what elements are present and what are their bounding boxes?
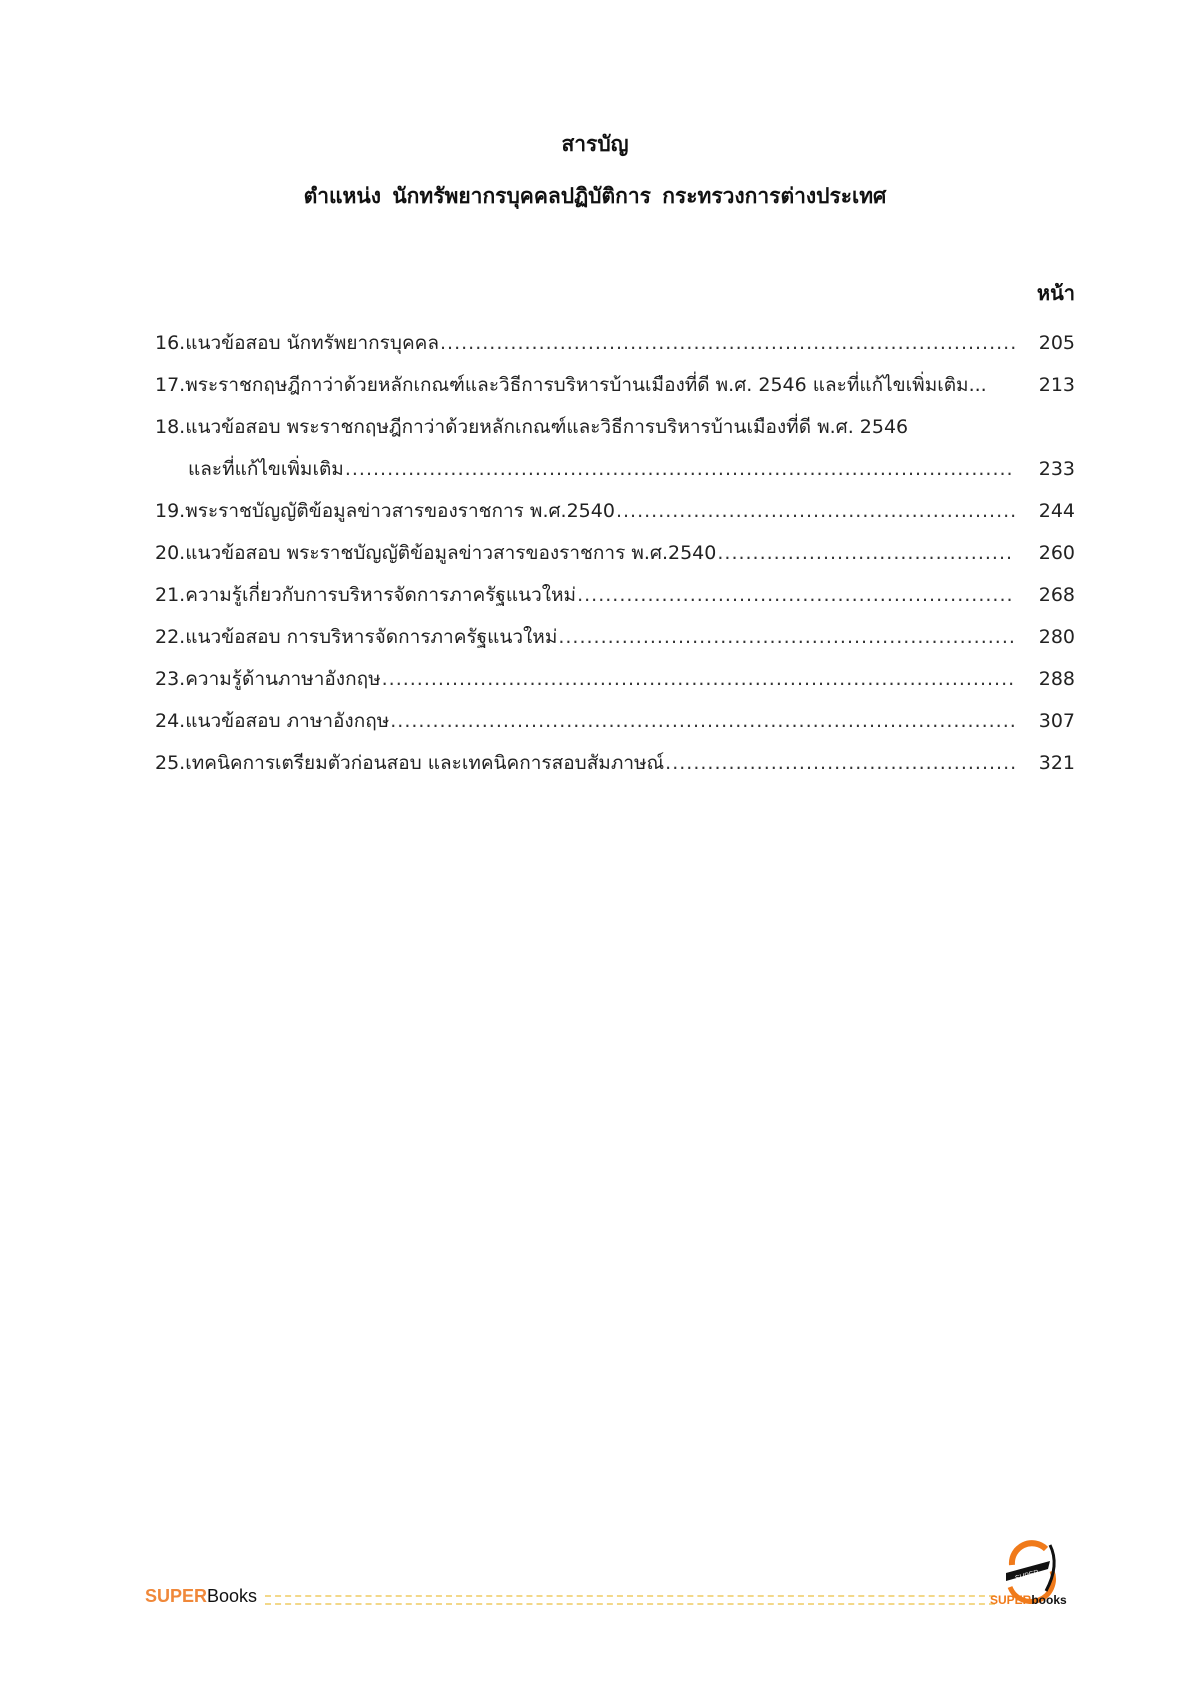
toc-entry[interactable] [155,532,1075,574]
footer-logo-wordmark [990,1593,1067,1607]
toc-label: แนวข้อสอบ พระราชกฤษฎีกาว่าด้วยหลักเกณฑ์และวิธีการบริหารบ้านเมืองที่ดี พ.ศ. 2546 [185,416,909,438]
dot-leader [382,658,1015,700]
toc-page-number: 280 [1038,626,1075,648]
toc-label: แนวข้อสอบ พระราชบัญญัติข้อมูลข่าวสารของราชการ พ.ศ.2540 [185,542,717,564]
dot-leader [616,490,1015,532]
toc-entry[interactable] [155,322,1075,364]
toc-label: ความรู้ด้านภาษาอังกฤษ [185,668,381,690]
toc-label: พระราชกฤษฎีกาว่าด้วยหลักเกณฑ์และวิธีการบริหารบ้านเมืองที่ดี พ.ศ. 2546 และที่แก้ไขเพิ่มเติม... [185,374,987,396]
toc-entry[interactable] [155,700,1075,742]
toc-number: 24. [155,710,186,732]
toc-number: 22. [155,626,186,648]
toc-entry-continuation[interactable] [155,448,1075,490]
toc-entry[interactable] [155,406,1075,448]
dot-leader [558,616,1015,658]
toc-entry[interactable] [155,574,1075,616]
toc-page-number: 288 [1038,668,1075,690]
table-of-contents [155,322,1075,784]
dot-leader [665,742,1015,784]
toc-number: 17. [155,374,186,396]
toc-page-number: 268 [1038,584,1075,606]
toc-label: ความรู้เกี่ยวกับการบริหารจัดการภาครัฐแนวใหม่ [185,584,577,606]
toc-entry[interactable] [155,490,1075,532]
toc-number: 16. [155,332,186,354]
toc-number: 19. [155,500,186,522]
footer-divider [265,1595,995,1605]
toc-page-number: 321 [1038,752,1075,774]
toc-label: เทคนิคการเตรียมตัวก่อนสอบ และเทคนิคการสอบสัมภาษณ์ [185,752,665,774]
page-column-header: หน้า [1036,281,1075,305]
toc-number: 18. [155,416,186,438]
toc-page-number: 260 [1038,542,1075,564]
dot-leader [345,448,1015,490]
toc-label-continuation: และที่แก้ไขเพิ่มเติม [188,458,344,480]
logo-word-super: SUPER [990,1593,1032,1607]
toc-label: แนวข้อสอบ การบริหารจัดการภาครัฐแนวใหม่ [185,626,558,648]
dot-leader [440,322,1015,364]
footer-brand-super: SUPER [145,1586,208,1606]
toc-entry[interactable] [155,616,1075,658]
footer-brand [145,1581,257,1611]
toc-entry[interactable] [155,364,1075,406]
toc-page-number: 233 [1038,458,1075,480]
toc-label: แนวข้อสอบ นักทรัพยากรบุคคล [185,332,440,354]
toc-entry[interactable] [155,742,1075,784]
svg-text:SUPER: SUPER [1014,1569,1040,1583]
page-title: สารบัญ [561,132,629,156]
toc-entry[interactable] [155,658,1075,700]
footer-brand-books: Books [207,1586,258,1606]
toc-page-number: 244 [1038,500,1075,522]
dot-leader [577,574,1015,616]
logo-word-books: books [1031,1593,1067,1607]
toc-number: 21. [155,584,186,606]
toc-page-number: 205 [1038,332,1075,354]
dot-leader [390,700,1015,742]
toc-label: แนวข้อสอบ ภาษาอังกฤษ [185,710,390,732]
toc-label: พระราชบัญญัติข้อมูลข่าวสารของราชการ พ.ศ.2540 [185,500,615,522]
toc-number: 20. [155,542,186,564]
toc-page-number: 307 [1038,710,1075,732]
dot-leader [717,532,1015,574]
toc-number: 25. [155,752,186,774]
toc-page-number: 213 [1038,374,1075,396]
page-subtitle: ตำแหน่ง นักทรัพยากรบุคคลปฏิบัติการ กระทรวงการต่างประเทศ [303,184,887,208]
toc-number: 23. [155,668,186,690]
